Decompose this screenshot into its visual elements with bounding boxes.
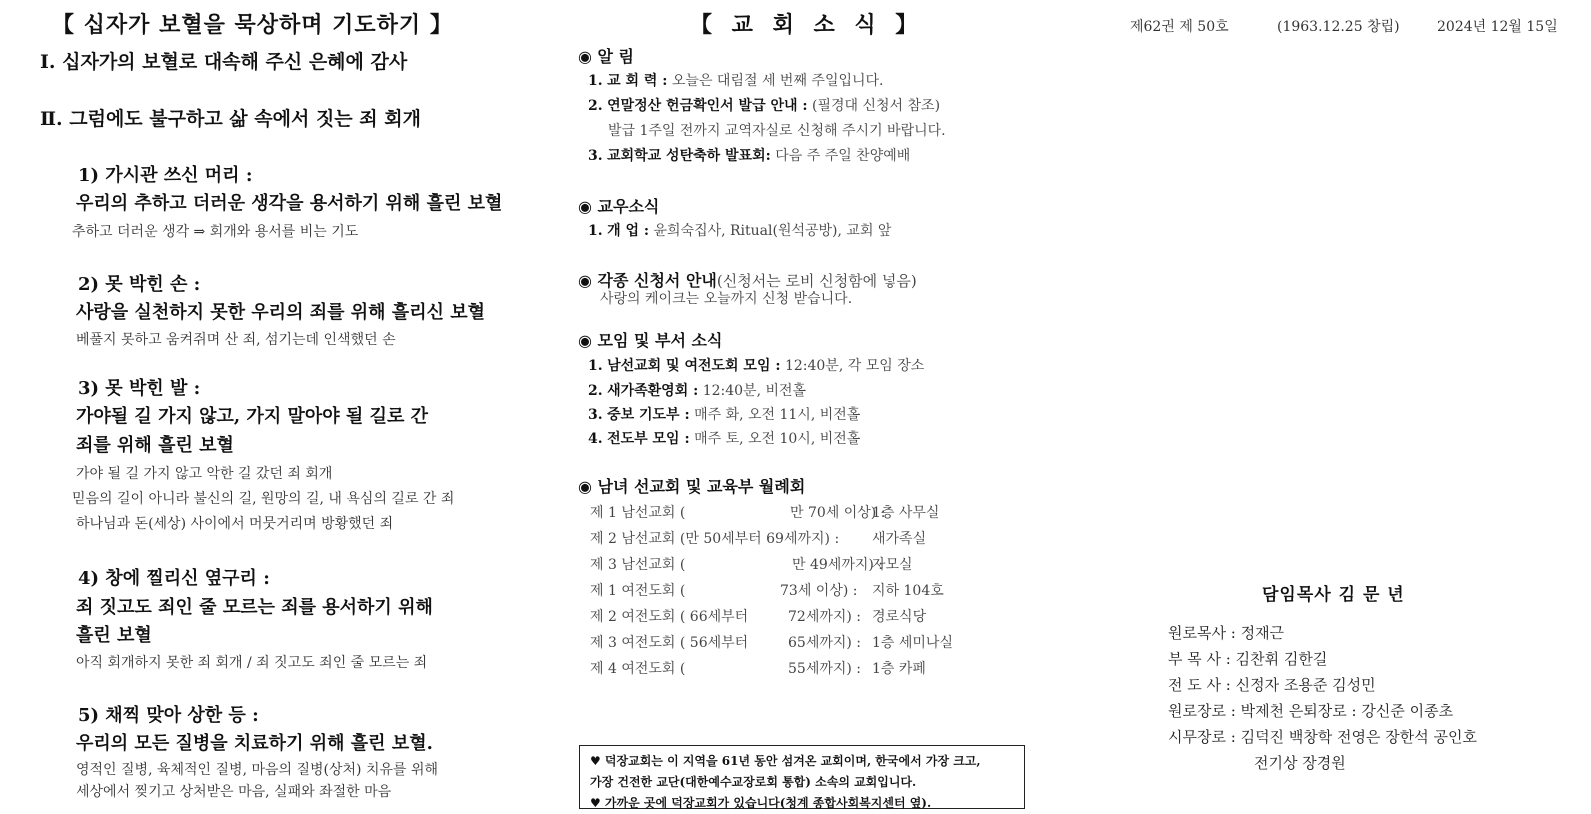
staff-row-6: 전기상 장경원 xyxy=(1254,754,1346,772)
staff-row-1: 원로목사 : 정재근 xyxy=(1168,624,1285,642)
groups-item-1: 1. 남선교회 및 여전도회 모임 : 12:40분, 각 모임 장소 xyxy=(588,358,925,374)
notice-item-2-detail: 발급 1주일 전까지 교역자실로 신청해 주시기 바랍니다. xyxy=(608,123,946,139)
members-heading: ◉ 교우소식 xyxy=(578,197,660,216)
item-5-heading: 5) 채찍 맞아 상한 등 : xyxy=(78,705,259,726)
church-info-box xyxy=(579,745,1025,809)
monthly-row-3-name: 제 3 남선교회 ( xyxy=(590,557,686,573)
groups-item-2: 2. 새가족환영회 : 12:40분, 비전홀 xyxy=(588,383,807,399)
news-title: 【 교 회 소 식 】 xyxy=(690,12,924,38)
item-3-heading: 3) 못 박힌 발 : xyxy=(78,378,201,399)
monthly-row-4-range: 73세 이상) : xyxy=(780,583,858,599)
monthly-row-1-name: 제 1 남선교회 ( xyxy=(590,505,686,521)
church-info-line-3: ♥ 가까운 곳에 덕장교회가 있습니다(청계 종합사회복지센터 옆). xyxy=(590,796,932,810)
item-2-heading: 2) 못 박힌 손 : xyxy=(78,274,201,295)
issue-date: 2024년 12월 15일 xyxy=(1437,19,1558,35)
item-4-heading: 4) 창에 찔리신 옆구리 : xyxy=(78,568,270,589)
notice-heading: ◉ 알 림 xyxy=(578,47,635,66)
item-1-note: 추하고 더러운 생각 ⇒ 회개와 용서를 비는 기도 xyxy=(72,224,359,240)
monthly-row-1-range: 만 70세 이상) : xyxy=(790,505,886,521)
item-1-line: 우리의 추하고 더러운 생각을 용서하기 위해 흘린 보혈 xyxy=(76,193,503,214)
item-1-heading: 1) 가시관 쓰신 머리 : xyxy=(78,165,253,186)
church-info-line-2: 가장 건전한 교단(대한예수교장로회 통합) 소속의 교회입니다. xyxy=(590,775,917,789)
item-2-note: 베풀지 못하고 움켜쥐며 산 죄, 섬기는데 인색했던 손 xyxy=(76,332,396,348)
section-2-heading: Ⅱ. 그럼에도 불구하고 삶 속에서 짓는 죄 회개 xyxy=(40,108,421,130)
forms-line: 사랑의 케이크는 오늘까지 신청 받습니다. xyxy=(600,291,853,307)
volume-number: 제62권 제 50호 xyxy=(1130,19,1229,35)
notice-item-3: 3. 교회학교 성탄축하 발표회: 다음 주 주일 찬양예배 xyxy=(588,148,911,164)
monthly-row-6-range: 65세까지) : xyxy=(788,635,862,651)
staff-row-5: 시무장로 : 김덕진 백창학 전영은 장한석 공인호 xyxy=(1168,728,1478,746)
groups-item-4: 4. 전도부 모임 : 매주 토, 오전 10시, 비전홀 xyxy=(588,431,861,447)
monthly-row-6-place: 1층 세미나실 xyxy=(872,635,953,651)
monthly-row-2-name: 제 2 남선교회 (만 50세부터 69세까지) : xyxy=(590,531,840,547)
left-title: 【 십자가 보혈을 묵상하며 기도하기 】 xyxy=(52,12,453,38)
monthly-row-5-name: 제 2 여전도회 ( 66세부터 xyxy=(590,609,749,625)
item-5-line: 우리의 모든 질병을 치료하기 위해 흘린 보혈. xyxy=(76,733,433,754)
members-item-1: 1. 개 업 : 윤희숙집사, Ritual(원석공방), 교회 앞 xyxy=(588,223,892,239)
monthly-row-4-place: 지하 104호 xyxy=(872,583,944,599)
monthly-row-1-place: 1층 사무실 xyxy=(872,505,940,521)
staff-row-3: 전 도 사 : 신정자 조용준 김성민 xyxy=(1168,676,1376,694)
groups-item-3: 3. 중보 기도부 : 매주 화, 오전 11시, 비전홀 xyxy=(588,407,861,423)
item-5-note-2: 세상에서 찢기고 상처받은 마음, 실패와 좌절한 마음 xyxy=(76,784,392,800)
staff-row-2: 부 목 사 : 김찬휘 김한길 xyxy=(1168,650,1328,668)
monthly-row-4-name: 제 1 여전도회 ( xyxy=(590,583,686,599)
item-3-note-1: 가야 될 길 가지 않고 악한 길 갔던 죄 회개 xyxy=(76,466,333,482)
item-3-note-3: 하나님과 돈(세상) 사이에서 머뭇거리며 방황했던 죄 xyxy=(76,516,394,532)
founded-date: (1963.12.25 창립) xyxy=(1277,19,1400,35)
monthly-heading: ◉ 남녀 선교회 및 교육부 월례회 xyxy=(578,477,806,496)
groups-heading: ◉ 모임 및 부서 소식 xyxy=(578,331,723,350)
item-3-note-2: 믿음의 길이 아니라 불신의 길, 원망의 길, 내 욕심의 길로 간 죄 xyxy=(72,491,455,507)
senior-pastor: 담임목사 김 문 년 xyxy=(1262,585,1405,605)
monthly-row-7-range: 55세까지) : xyxy=(788,661,862,677)
section-1-heading: Ⅰ. 십자가의 보혈로 대속해 주신 은혜에 감사 xyxy=(40,51,408,73)
monthly-row-5-range: 72세까지) : xyxy=(788,609,862,625)
item-3-line-2: 죄를 위해 흘린 보혈 xyxy=(76,435,234,456)
item-5-note-1: 영적인 질병, 육체적인 질병, 마음의 질병(상처) 치유를 위해 xyxy=(76,762,439,778)
monthly-row-3-range: 만 49세까지) : xyxy=(792,557,883,573)
monthly-row-5-place: 경로식당 xyxy=(872,609,927,625)
monthly-row-2-place: 새가족실 xyxy=(872,531,927,547)
notice-item-2: 2. 연말정산 헌금확인서 발급 안내 : (필경대 신청서 참조) xyxy=(588,98,941,114)
item-4-line-2: 흘린 보혈 xyxy=(76,625,152,646)
forms-heading: ◉ 각종 신청서 안내(신청서는 로비 신청함에 넣음) xyxy=(578,271,917,290)
monthly-row-6-name: 제 3 여전도회 ( 56세부터 xyxy=(590,635,749,651)
item-4-line-1: 죄 짓고도 죄인 줄 모르는 죄를 용서하기 위해 xyxy=(76,597,433,618)
item-2-line: 사랑을 실천하지 못한 우리의 죄를 위해 흘리신 보혈 xyxy=(76,302,486,323)
notice-item-1: 1. 교 회 력 : 오늘은 대림절 세 번째 주일입니다. xyxy=(588,73,884,89)
item-3-line-1: 가야될 길 가지 않고, 가지 말아야 될 길로 간 xyxy=(76,406,428,427)
monthly-row-3-place: 자모실 xyxy=(872,557,913,573)
item-4-note: 아직 회개하지 못한 죄 회개 / 죄 짓고도 죄인 줄 모르는 죄 xyxy=(76,655,428,671)
monthly-row-7-place: 1층 카페 xyxy=(872,661,926,677)
staff-row-4: 원로장로 : 박제천 은퇴장로 : 강신준 이종초 xyxy=(1168,702,1454,720)
monthly-row-7-name: 제 4 여전도회 ( xyxy=(590,661,686,677)
church-info-line-1: ♥ 덕장교회는 이 지역을 61년 동안 섬겨온 교회이며, 한국에서 가장 크고, xyxy=(590,754,981,768)
